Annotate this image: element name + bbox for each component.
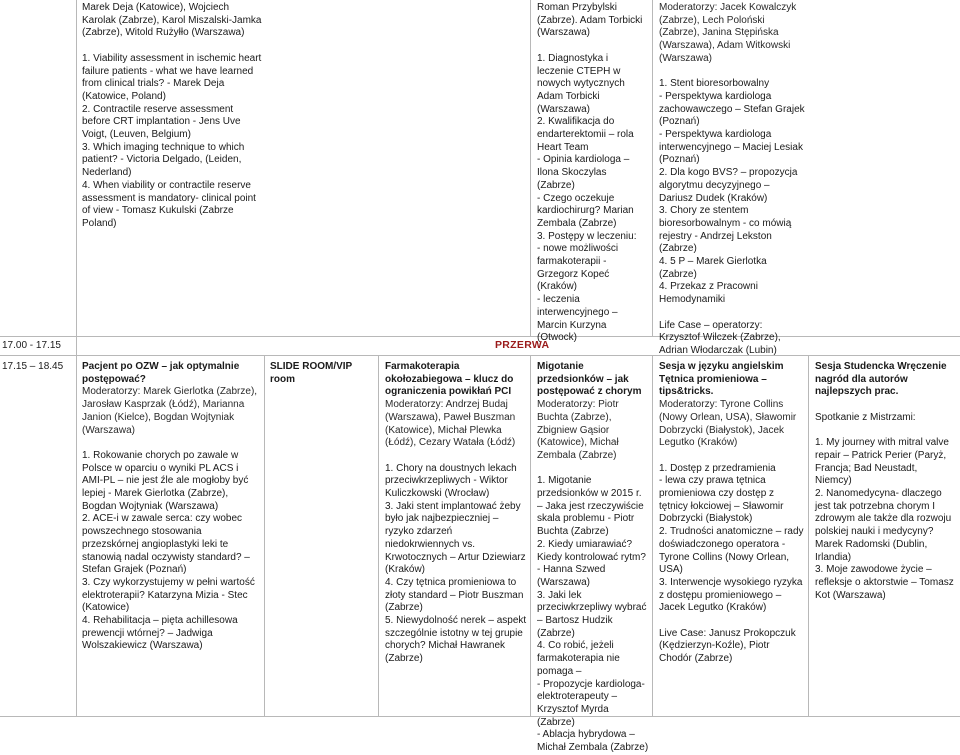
grid-line-vertical (808, 355, 809, 717)
top-session-viability (82, 2, 262, 231)
grid-line-vertical (530, 0, 531, 336)
session-talks: 1. Dostęp z przedramienia - lewa czy prawa tętnica promieniowa czy dostęp z tętnicy łokciowej – Sławomir Dobrzycki (Białystok) 2. Trudności anatomiczne – rady doświadczonego operatora - Tyrone Collins (Nowy Orlean, USA) 3. Interwencje wysokiego ryzyka z dostępu promieniowego – Jacek Legutko (Kraków) (659, 462, 804, 614)
session-talks: 1. Chory na doustnych lekach przeciwkrzepliwych - Wiktor Kuliczkowski (Wrocław) 3. Jaki stent implantować żeby było jak najbezpieczniej – ryzyko zdarzeń niedokrwiennych vs. Krwotocznych – Artur Dziewiarz (Kraków) 4. Czy tętnica promieniowa to złoty standard – Piotr Buszman (Zabrze) 5. Niewydolność nerek – aspekt szczególnie istotny w tej grupie chorych? Michał Hawranek (Zabrze) (385, 462, 527, 665)
session-moderators: Moderatorzy: Jacek Kowalczyk (Zabrze), Lech Poloński (Zabrze), Janina Stępińska (Warszawa), Adam Witkowski (Warszawa) (659, 2, 797, 64)
break-label: PRZERWA (495, 339, 550, 351)
grid-line-vertical (530, 355, 531, 717)
grid-line-vertical (378, 355, 379, 717)
session-title: SLIDE ROOM/VIP room (270, 361, 353, 385)
session-title: Pacjent po OZW – jak optymalnie postępować? (82, 361, 240, 385)
session-talks: 1. Diagnostyka i leczenie CTEPH w nowych wytycznych Adam Torbicki (Warszawa) 2. Kwalifikacja do endarterektomii – rola Heart Team - Opinia kardiologa – Ilona Skoczylas (Zabrze) - Czego oczekuje kardiochirurg? Marian Zembala (Zabrze) 3. Postępy w leczeniu: - nowe możliwości farmakoterapii - Grzegorz Kopeć (Kraków) - leczenia interwencyjnego – Marcin Kurzyna (Otwock) (537, 52, 637, 344)
bottom-session-pharmacotherapy (385, 361, 527, 666)
bottom-session-radial (659, 361, 805, 666)
bottom-session-slide-room (270, 361, 376, 386)
session-intro: Spotkanie z Mistrzami: (815, 411, 916, 423)
live-case: Life Case – operatorzy: Krzysztof Wilczek (Zabrze), Adrian Włodarczak (Lubin) (659, 319, 781, 356)
session-moderators: Moderatorzy: Andrzej Budaj (Warszawa), Paweł Buszman (Katowice), Michał Plewka (Łódź), Cezary Watała (Łódź) (385, 399, 516, 449)
session-talks: 1. Migotanie przedsionków w 2015 r. – Jaka jest rzeczywiście skala problemu - Piotr Buchta (Zabrze) 2. Kiedy umiarawiać? Kiedy kontrolować rytm? - Hanna Szwed (Warszawa) 3. Jaki lek przeciwkrzepliwy wybrać – Bartosz Hudzik (Zabrze) 4. Co robić, jeżeli farmakoterapia nie pomaga – - Propozycje kardiologa-elektroterapeuty – Krzysztof Myrda (Zabrze) - Ablacja hybrydowa – Michał Zembala (Zabrze) (537, 475, 649, 754)
session-talks: 1. Viability assessment in ischemic heart failure patients - what we have learned from clinical trials? - Marek Deja (Katowice, Poland) 2. Contractile reserve assessment before CRT implantation - Jens Uve Voigt, (Leuven, Belgium) 3. Which imaging technique to which patient? - Victoria Delgado, (Leiden, Nederland) 4. When viability or contractile reserve assessment is mandatory- clinical point of view - Tomasz Kukulski (Zabrze Poland) (82, 52, 262, 229)
bottom-session-af (537, 361, 649, 755)
session-talks: 1. Rokowanie chorych po zawale w Polsce w oparciu o wyniki PL ACS i AMI-PL – nie jest źle ale mogłoby być lepiej - Marek Gierlotka (Zabrze), Bogdan Wojtyniak (Warszawa) 2. ACE-i w zawale serca: czy wobec powszechnego stosowania przezskórnej angioplastyki leki te stanowią nadal oczywisty standard? – Stefan Grajek (Poznań) 3. Czy wykorzystujemy w pełni wartość elektroterapii? Katarzyna Mizia - Stec (Katowice) 4. Rehabilitacja – pięta achillesowa prewencji wtórnej? – Jadwiga Wolszakiewicz (Warszawa) (82, 449, 255, 652)
session-moderators: Roman Przybylski (Zabrze). Adam Torbicki (Warszawa) (537, 2, 643, 39)
session-moderators: Moderatorzy: Tyrone Collins (Nowy Orlean, USA), Sławomir Dobrzycki (Białystok), Jacek Legutko (Kraków) (659, 399, 797, 449)
session-talks: 1. Stent bioresorbowalny - Perspektywa kardiologa zachowawczego – Stefan Grajek (Poznań) - Perspektywa kardiologa interwencyjnego – Maciej Lesiak (Poznań) 2. Dla kogo BVS? – propozycja algorytmu decyzyjnego – Dariusz Dudek (Kraków) 3. Chory ze stentem bioresorbowalnym - co mówią rejestry - Andrzej Lekston (Zabrze) 4. 5 P – Marek Gierlotka (Zabrze) 4. Przekaz z Pracowni Hemodynamiki (659, 78, 805, 306)
bottom-session-students (815, 361, 955, 602)
grid-line-vertical (76, 0, 77, 717)
break-time: 17.00 - 17.15 (2, 340, 61, 351)
grid-line-vertical (652, 0, 653, 336)
grid-line-horizontal (0, 336, 960, 337)
session-moderators: Moderatorzy: Marek Gierlotka (Zabrze), Jarosław Kasprzak (Łódź), Marianna Janion (Kielce), Bogdan Wojtyniak (Warszawa) (82, 386, 258, 436)
session-talks: 1. My journey with mitral valve repair – Patrick Perier (Paryż, Francja; Bad Neustadt, Niemcy) 2. Nanomedycyna- dlaczego jest tak potrzebna chorym I zdrowym ale także dla rozwoju polskiej nauki i medycyny? Marek Radomski (Dublin, Irlandia) 3. Moje zawodowe życie – refleksje o aktorstwie – Tomasz Kot (Warszawa) (815, 437, 954, 601)
bottom-session-ozw (82, 361, 260, 653)
grid-line-vertical (652, 355, 653, 717)
live-case: Live Case: Janusz Prokopczuk (Kędzierzyn-Koźle), Piotr Chodór (Zabrze) (659, 627, 796, 665)
session-title: Farmakoterapia okołozabiegowa – klucz do ograniczenia powikłań PCI (385, 361, 514, 398)
grid-line-vertical (264, 355, 265, 717)
session-moderators: Moderatorzy: Piotr Buchta (Zabrze), Zbigniew Gąsior (Katowice), Michał Zembala (Zabrze) (537, 399, 619, 461)
top-session-bvs (659, 2, 805, 358)
session-time: 17.15 – 18.45 (2, 361, 64, 372)
session-title: Sesja w języku angielskim Tętnica promieniowa – tips&tricks. (659, 361, 784, 398)
grid-line-horizontal (0, 355, 960, 356)
session-title: Sesja Studencka Wręczenie nagród dla autorów najlepszych prac. (815, 361, 947, 398)
top-session-cteph (537, 2, 647, 345)
session-moderators: Marek Deja (Katowice), Wojciech Karolak (Zabrze), Karol Miszalski-Jamka (Zabrze), Witold Rużyłło (Warszawa) (82, 2, 262, 39)
session-title: Migotanie przedsionków – jak postępować z chorym (537, 361, 642, 398)
